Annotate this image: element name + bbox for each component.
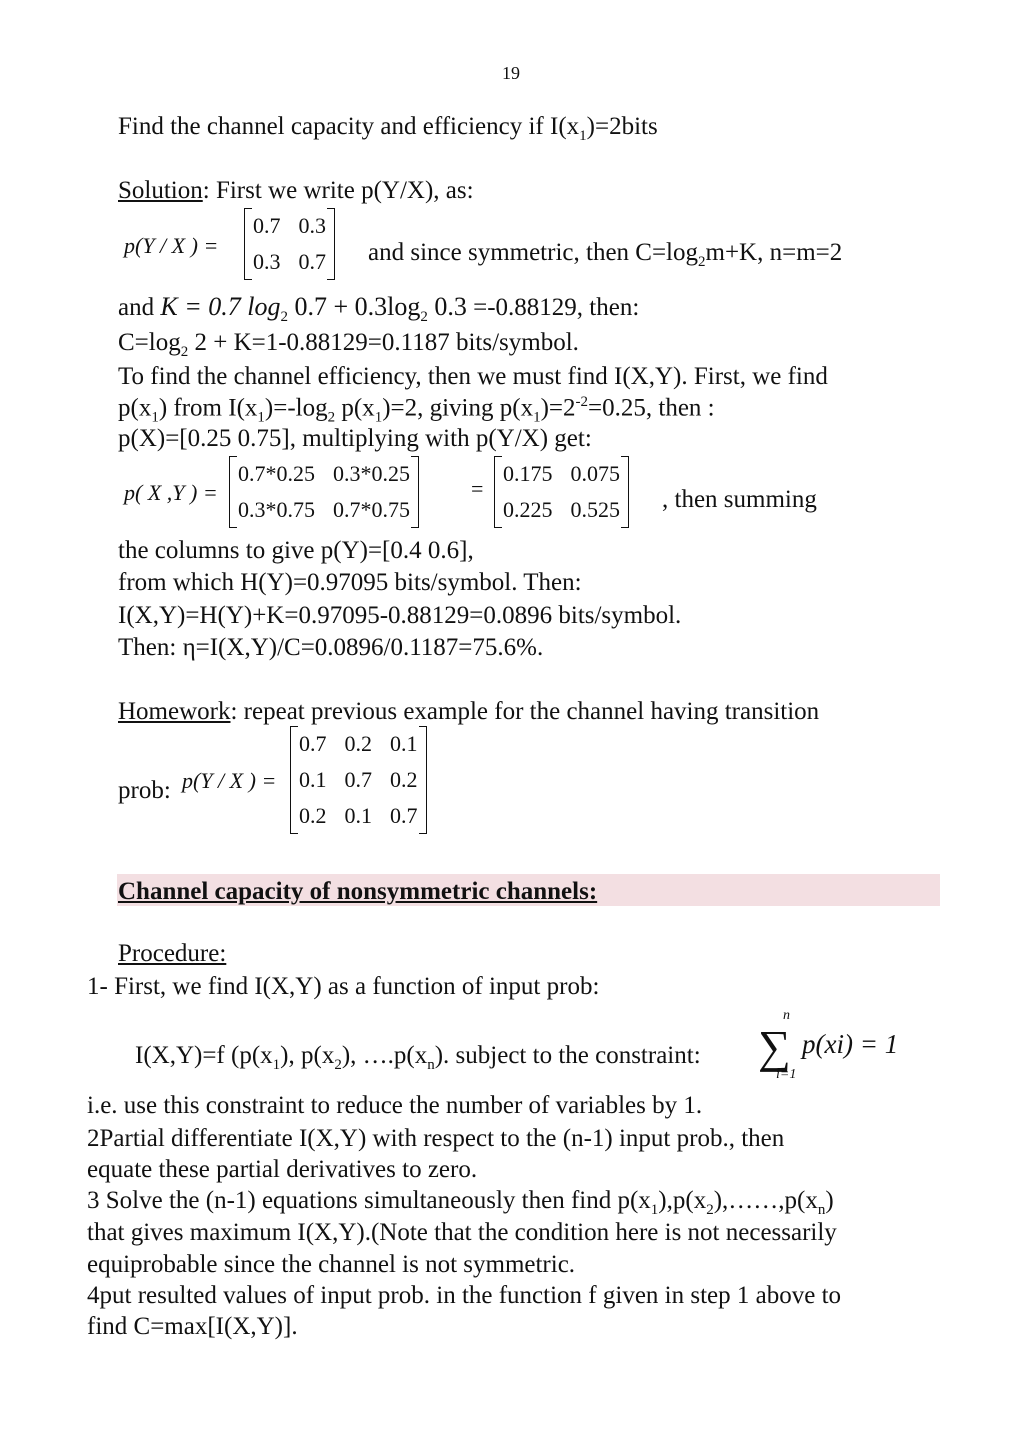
solution-label: Solution (118, 177, 203, 204)
homework-matrix: 0.7 0.2 0.1 0.1 0.7 0.2 0.2 0.1 0.7 (290, 726, 427, 834)
homework-line: Homework: repeat previous example for the channel having transition (118, 698, 820, 725)
homework-label: Homework (118, 698, 231, 725)
efficiency-line-2: $p(x_1)$ from $I(x_1)=-\log_2$ $p(x_1)=2$, giving $p(x_1)=2^{-2}=0.25$, then : (118, 394, 715, 426)
step-4-line-1: 4put resulted values of input prob. in the function f given in step 1 above to (87, 1282, 842, 1309)
pxy-label: p( X ,Y ) = (124, 480, 218, 505)
step-1: 1- First, we find I(X,Y) as a function of input prob: (87, 973, 600, 1000)
section-heading: Channel capacity of nonsymmetric channels: (118, 878, 598, 905)
hy-line: from which H(Y)=0.97095 bits/symbol. Then: (118, 569, 582, 596)
px-line: p(X)=[0.25 0.75], multiplying with p(Y/X) get: (118, 425, 592, 452)
pyx-label: p(Y / X ) = (124, 233, 219, 258)
step-3-line-3: equiprobable since the channel is not symmetric. (87, 1251, 576, 1278)
solution-line: Solution: First we write p(Y/X), as: (118, 177, 474, 204)
efficiency-line-1: To find the channel efficiency, then we must find I(X,Y). First, we find (118, 363, 828, 390)
step-2-line-2: equate these partial derivatives to zero. (87, 1156, 478, 1183)
sum-body: p(xi) = 1 (802, 1029, 899, 1059)
sum-lower-limit: i=1 (776, 1067, 797, 1082)
page-number: 19 (502, 63, 520, 83)
equals-sign: = (471, 476, 484, 501)
py-line: the columns to give p(Y)=[0.4 0.6], (118, 537, 474, 564)
sum-upper-limit: n (783, 1008, 790, 1023)
homework-pyx-label: p(Y / X ) = (182, 768, 277, 793)
step-3-line-2: that gives maximum I(X,Y).(Note that the condition here is not necessarily (87, 1219, 837, 1246)
k-line: and K = 0.7 $\log_2 0.7 + 0.3\log_2$ 0.3 =-0.88129, then: (118, 292, 640, 325)
ie-line: i.e. use this constraint to reduce the number of variables by 1. (87, 1092, 703, 1119)
ixy-line: I(X,Y)=H(Y)+K=0.97095-0.88129=0.0896 bits/symbol. (118, 602, 682, 629)
pxy-result-matrix: 0.175 0.075 0.225 0.525 (494, 456, 629, 528)
homework-prob-label: prob: (118, 777, 171, 804)
sum-symbol: ∑ (758, 1021, 791, 1072)
step-3-line-1: 3 Solve the (n-1) equations simultaneously then find $p(x_1),p(x_2),\dots\dots,p(x_n)$ (87, 1187, 834, 1218)
then-summing: , then summing (662, 486, 817, 513)
ixy-function-line: I(X,Y)=f ($p(x_1)$, $p(x_2)$, $\dots.p(x_n)$. subject to the constraint: (135, 1042, 701, 1073)
procedure-label: Procedure: (118, 940, 227, 967)
step-4-line-2: find C=max[I(X,Y)]. (87, 1313, 298, 1340)
eta-line: Then: η=I(X,Y)/C=0.0896/0.1187=75.6%. (118, 634, 544, 661)
intro-line: Find the channel capacity and efficiency if $I(x_1)=2bits$ (118, 113, 658, 144)
pyx-matrix: 0.7 0.3 0.3 0.7 (244, 208, 335, 280)
step-2-line-1: 2Partial differentiate I(X,Y) with respect to the (n-1) input prob., then (87, 1125, 785, 1152)
c-line: $C=\log_2$ 2 + K=1-0.88129=0.1187 bits/symbol. (118, 329, 579, 360)
symmetric-line: and since symmetric, then $C=\log_2m+K$, n=m=2 (368, 239, 843, 270)
pxy-matrix: 0.7*0.25 0.3*0.25 0.3*0.75 0.7*0.75 (229, 456, 419, 528)
